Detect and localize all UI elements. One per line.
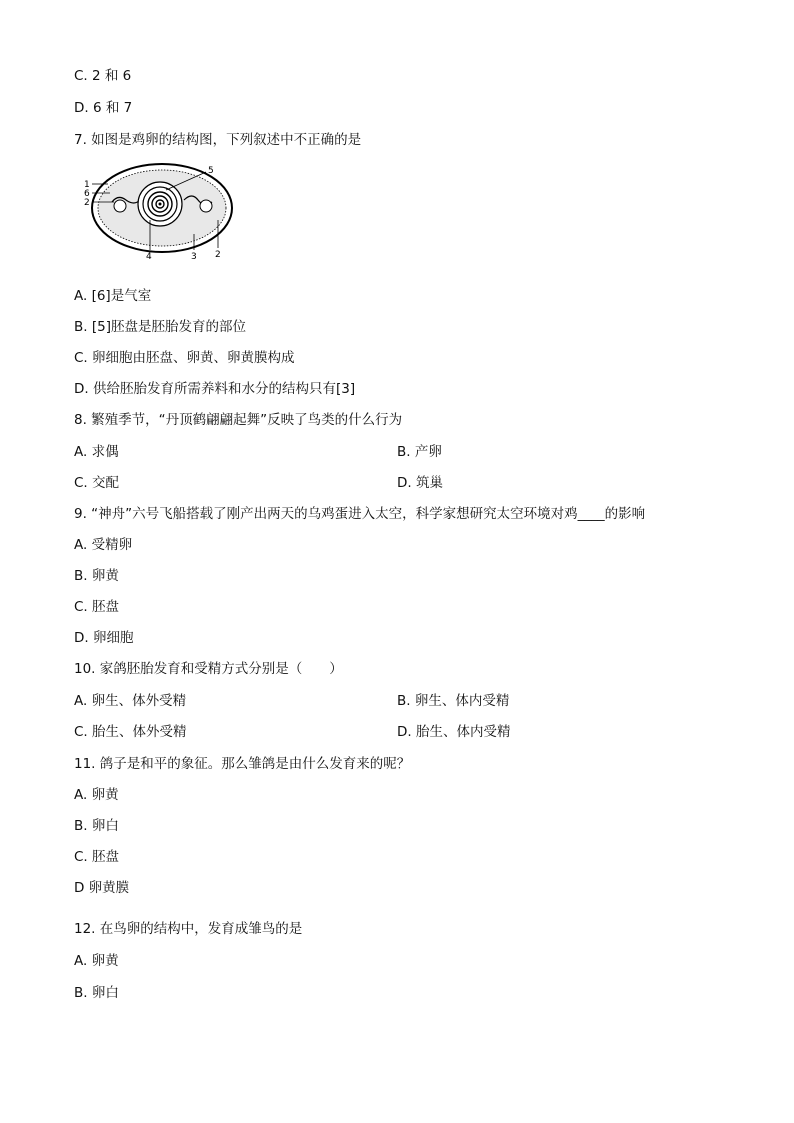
figure-label-2-left: 2 (84, 198, 90, 208)
question-9: 9. “神舟”六号飞船搭载了刚产出两天的乌鸡蛋进入太空，科学家想研究太空环境对鸡____的影响 (74, 506, 646, 522)
question-12: 12. 在鸟卵的结构中，发育成雏鸟的是 (74, 921, 303, 937)
q10-option-c: C. 胎生、体外受精 (74, 724, 187, 740)
question-10: 10. 家鸽胚胎发育和受精方式分别是（ ） (74, 661, 343, 677)
q8-option-c: C. 交配 (74, 475, 120, 491)
figure-label-3: 3 (191, 252, 197, 262)
q9-option-a: A. 受精卵 (74, 537, 133, 553)
q7-option-b: B. [5]胚盘是胚胎发育的部位 (74, 319, 246, 335)
question-11: 11. 鸽子是和平的象征。那么雏鸽是由什么发育来的呢？ (74, 756, 411, 772)
q12-option-a: A. 卵黄 (74, 953, 119, 969)
figure-label-1: 1 (84, 180, 90, 190)
figure-label-5: 5 (208, 166, 214, 176)
q11-option-b: B. 卵白 (74, 818, 119, 834)
q9-option-b: B. 卵黄 (74, 568, 119, 584)
q8-option-d: D. 筑巢 (397, 475, 443, 491)
line-d-6-7: D. 6 和 7 (74, 100, 133, 116)
egg-structure-diagram (78, 160, 238, 264)
figure-label-2-right: 2 (215, 250, 221, 260)
q8-option-a: A. 求偶 (74, 444, 119, 460)
q10-option-d: D. 胎生、体内受精 (397, 724, 511, 740)
q7-option-d: D. 供给胚胎发育所需养料和水分的结构只有[3] (74, 381, 356, 397)
q12-option-b: B. 卵白 (74, 985, 119, 1001)
q11-option-a: A. 卵黄 (74, 787, 119, 803)
q7-option-a: A. [6]是气室 (74, 288, 152, 304)
figure-label-6: 6 (84, 189, 90, 199)
q11-option-c: C. 胚盘 (74, 849, 120, 865)
q9-option-c: C. 胚盘 (74, 599, 120, 615)
line-c-2-6: C. 2 和 6 (74, 68, 132, 84)
q10-option-b: B. 卵生、体内受精 (397, 693, 510, 709)
q8-option-b: B. 产卵 (397, 444, 442, 460)
q9-option-d: D. 卵细胞 (74, 630, 134, 646)
q11-option-d: D 卵黄膜 (74, 880, 130, 896)
question-7: 7. 如图是鸡卵的结构图，下列叙述中不正确的是 (74, 132, 362, 148)
q7-option-c: C. 卵细胞由胚盘、卵黄、卵黄膜构成 (74, 350, 295, 366)
figure-label-4: 4 (146, 252, 152, 262)
question-8: 8. 繁殖季节，“丹顶鹤翩翩起舞”反映了鸟类的什么行为 (74, 412, 403, 428)
q10-option-a: A. 卵生、体外受精 (74, 693, 187, 709)
